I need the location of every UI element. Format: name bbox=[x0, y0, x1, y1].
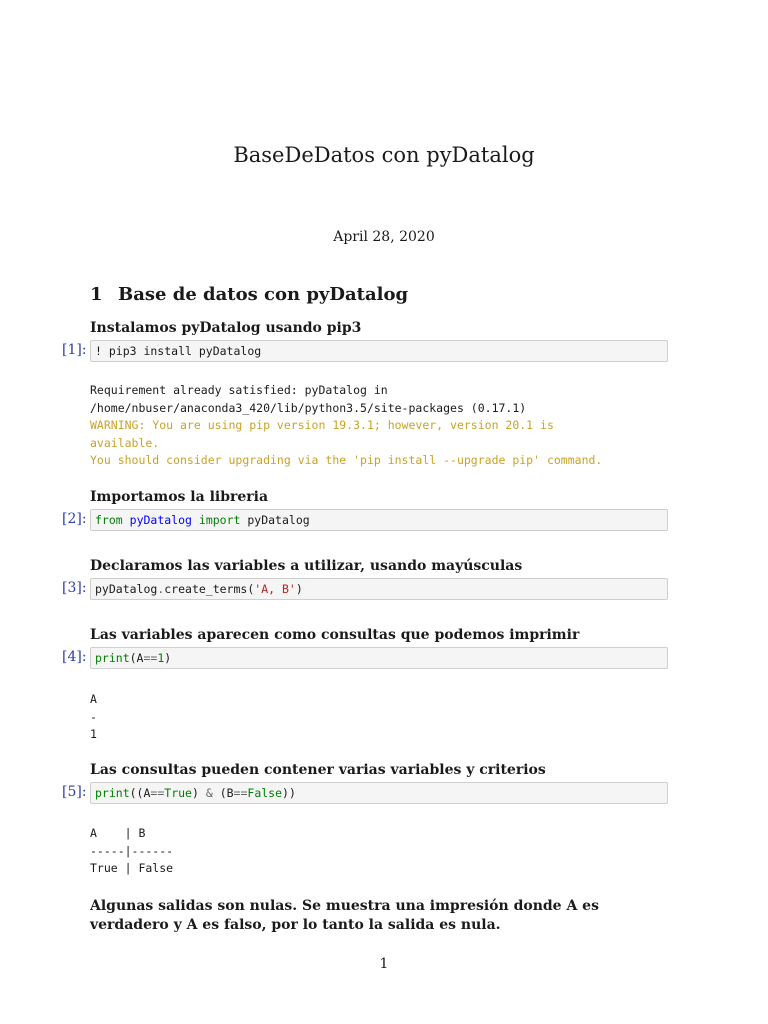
section-heading bbox=[90, 284, 408, 305]
code-keyword-from: from bbox=[95, 513, 123, 527]
output-line: 1 bbox=[90, 727, 97, 741]
code-const-false: False bbox=[247, 786, 283, 800]
markdown-heading: Importamos la libreria bbox=[90, 489, 269, 505]
code-cell[interactable]: from pyDatalog import pyDatalog bbox=[90, 509, 668, 531]
code-text: ! pip3 install pyDatalog bbox=[95, 344, 262, 358]
input-prompt: [1]: bbox=[62, 342, 87, 358]
document-title: BaseDeDatos con pyDatalog bbox=[233, 143, 535, 167]
cell-output bbox=[90, 825, 173, 878]
code-string: 'A, B' bbox=[254, 582, 296, 596]
code-builtin-print: print bbox=[95, 786, 130, 800]
output-warning-line: WARNING: You are using pip version 19.3.1; however, version 20.1 is bbox=[90, 418, 554, 432]
code-cell[interactable]: print((A==True) & (B==False)) bbox=[90, 782, 668, 804]
page-number: 1 bbox=[379, 956, 389, 972]
markdown-heading: Las variables aparecen como consultas que podemos imprimir bbox=[90, 627, 580, 643]
output-line: True | False bbox=[90, 861, 174, 875]
input-prompt: [4]: bbox=[62, 649, 87, 665]
markdown-heading: Instalamos pyDatalog usando pip3 bbox=[90, 320, 362, 336]
output-line: - bbox=[90, 709, 97, 724]
markdown-paragraph: Algunas salidas son nulas. Se muestra una impresión donde A es verdadero y A es falso, por lo tanto la salida es nula. bbox=[90, 898, 599, 933]
output-line: -----|------ bbox=[90, 843, 174, 858]
output-line: A bbox=[90, 692, 97, 706]
code-cell[interactable]: pyDatalog.create_terms('A, B') bbox=[90, 578, 668, 600]
output-line: Requirement already satisfied: pyDatalog in bbox=[90, 383, 388, 397]
code-cell[interactable]: print(A==1) bbox=[90, 647, 668, 669]
code-builtin-print: print bbox=[95, 651, 130, 665]
code-cell[interactable] bbox=[90, 340, 668, 362]
cell-output bbox=[90, 691, 97, 744]
document-date: April 28, 2020 bbox=[333, 229, 435, 245]
input-prompt: [2]: bbox=[62, 511, 87, 527]
input-prompt: [5]: bbox=[62, 784, 87, 800]
output-line: A | B bbox=[90, 826, 146, 840]
code-const-true: True bbox=[164, 786, 192, 800]
code-module-name: pyDatalog bbox=[129, 513, 192, 527]
section-title: Base de datos con pyDatalog bbox=[118, 284, 409, 305]
code-number: 1 bbox=[157, 651, 165, 665]
markdown-heading: Las consultas pueden contener varias variables y criterios bbox=[90, 762, 546, 778]
output-warning-line: You should consider upgrading via the 'pip install --upgrade pip' command. bbox=[90, 453, 603, 467]
section-number: 1 bbox=[90, 284, 103, 305]
code-keyword-import: import bbox=[198, 513, 241, 527]
output-line: /home/nbuser/anaconda3_420/lib/python3.5/site-packages (0.17.1) bbox=[90, 400, 527, 415]
cell-output bbox=[90, 382, 602, 470]
output-warning-line: available. bbox=[90, 435, 160, 450]
markdown-heading: Declaramos las variables a utilizar, usando mayúsculas bbox=[90, 558, 523, 574]
input-prompt: [3]: bbox=[62, 580, 87, 596]
